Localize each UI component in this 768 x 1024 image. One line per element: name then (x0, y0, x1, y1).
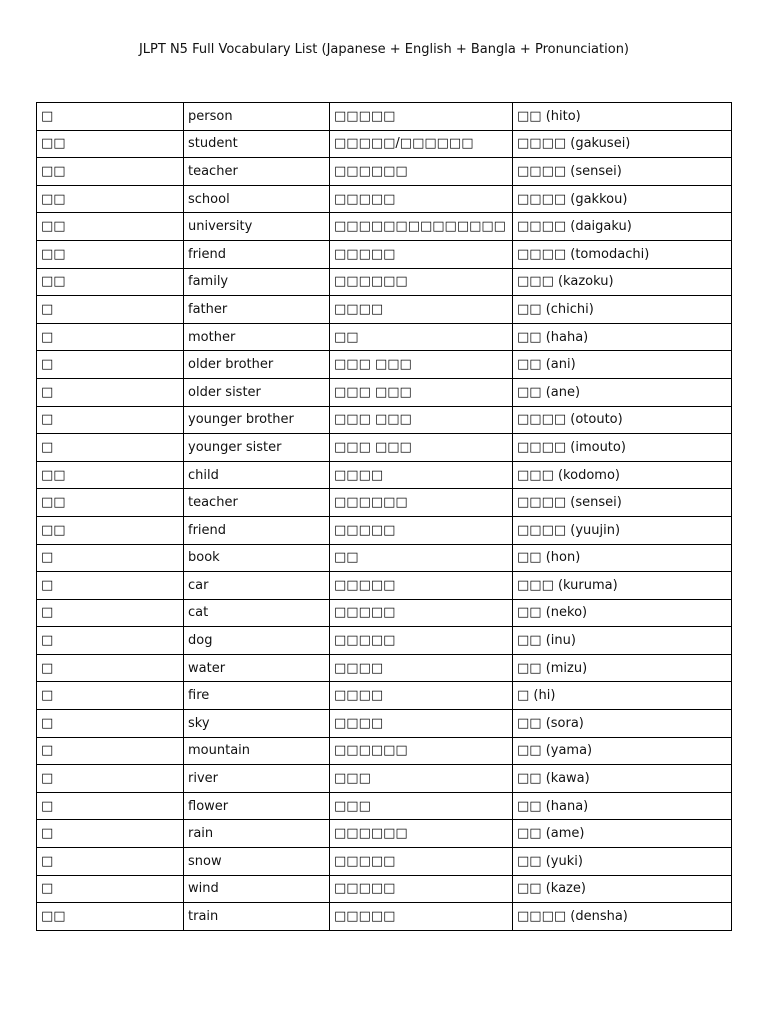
japanese-cell: □□ (37, 213, 184, 241)
english-cell: teacher (184, 158, 330, 186)
table-row (37, 903, 732, 931)
pronunciation-cell: □□□□ (daigaku) (513, 213, 732, 241)
bangla-cell: □□□□ (330, 710, 513, 738)
bangla-cell: □□□□□□□□□□□□□□ (330, 213, 513, 241)
table-row (37, 682, 732, 710)
japanese-cell: □ (37, 710, 184, 738)
table-row (37, 737, 732, 765)
english-cell: water (184, 654, 330, 682)
pronunciation-cell: □□□□ (gakkou) (513, 185, 732, 213)
english-cell: mother (184, 323, 330, 351)
bangla-cell: □□□□□□ (330, 158, 513, 186)
japanese-cell: □ (37, 434, 184, 462)
english-cell: friend (184, 240, 330, 268)
english-cell: car (184, 572, 330, 600)
bangla-cell: □□□ □□□ (330, 406, 513, 434)
english-cell: older brother (184, 351, 330, 379)
bangla-cell: □□□□□ (330, 240, 513, 268)
bangla-cell: □□□□ (330, 296, 513, 324)
english-cell: sky (184, 710, 330, 738)
japanese-cell: □□ (37, 489, 184, 517)
japanese-cell: □□ (37, 130, 184, 158)
table-row (37, 434, 732, 462)
page-title: JLPT N5 Full Vocabulary List (Japanese + English + Bangla + Pronunciation) (138, 42, 630, 57)
pronunciation-cell: □□□ (kazoku) (513, 268, 732, 296)
english-cell: school (184, 185, 330, 213)
table-row (37, 765, 732, 793)
english-cell: dog (184, 627, 330, 655)
table-row (37, 103, 732, 131)
bangla-cell: □□□ □□□ (330, 434, 513, 462)
japanese-cell: □□ (37, 903, 184, 931)
english-cell: rain (184, 820, 330, 848)
japanese-cell: □ (37, 765, 184, 793)
japanese-cell: □ (37, 654, 184, 682)
pronunciation-cell: □□ (haha) (513, 323, 732, 351)
japanese-cell: □□ (37, 158, 184, 186)
pronunciation-cell: □□ (sora) (513, 710, 732, 738)
table-row (37, 158, 732, 186)
table-row (37, 185, 732, 213)
bangla-cell: □□□ □□□ (330, 351, 513, 379)
japanese-cell: □□ (37, 516, 184, 544)
bangla-cell: □□□□□ (330, 572, 513, 600)
bangla-cell: □□□ □□□ (330, 378, 513, 406)
japanese-cell: □ (37, 296, 184, 324)
japanese-cell: □ (37, 599, 184, 627)
bangla-cell: □□□□□ (330, 516, 513, 544)
bangla-cell: □□□ (330, 792, 513, 820)
pronunciation-cell: □□□□ (imouto) (513, 434, 732, 462)
table-row (37, 351, 732, 379)
english-cell: student (184, 130, 330, 158)
table-row (37, 654, 732, 682)
table-row (37, 710, 732, 738)
english-cell: river (184, 765, 330, 793)
bangla-cell: □□□□□ (330, 185, 513, 213)
bangla-cell: □□ (330, 544, 513, 572)
japanese-cell: □ (37, 544, 184, 572)
vocabulary-table-body (37, 103, 732, 931)
table-row (37, 296, 732, 324)
english-cell: flower (184, 792, 330, 820)
japanese-cell: □ (37, 820, 184, 848)
japanese-cell: □□ (37, 185, 184, 213)
japanese-cell: □ (37, 103, 184, 131)
pronunciation-cell: □□□□ (densha) (513, 903, 732, 931)
english-cell: friend (184, 516, 330, 544)
pronunciation-cell: □□ (ame) (513, 820, 732, 848)
bangla-cell: □□□□□□ (330, 820, 513, 848)
english-cell: fire (184, 682, 330, 710)
table-row (37, 461, 732, 489)
table-row (37, 875, 732, 903)
pronunciation-cell: □□ (ane) (513, 378, 732, 406)
table-row (37, 627, 732, 655)
japanese-cell: □ (37, 572, 184, 600)
bangla-cell: □□ (330, 323, 513, 351)
japanese-cell: □ (37, 792, 184, 820)
table-row (37, 544, 732, 572)
english-cell: older sister (184, 378, 330, 406)
bangla-cell: □□□□□□ (330, 268, 513, 296)
english-cell: child (184, 461, 330, 489)
table-row (37, 792, 732, 820)
english-cell: university (184, 213, 330, 241)
pronunciation-cell: □□□□ (sensei) (513, 489, 732, 517)
japanese-cell: □ (37, 848, 184, 876)
english-cell: book (184, 544, 330, 572)
pronunciation-cell: □□□□ (sensei) (513, 158, 732, 186)
bangla-cell: □□□□□ (330, 848, 513, 876)
pronunciation-cell: □□□□ (otouto) (513, 406, 732, 434)
table-row (37, 130, 732, 158)
pronunciation-cell: □□ (kaze) (513, 875, 732, 903)
table-row (37, 599, 732, 627)
english-cell: person (184, 103, 330, 131)
table-row (37, 489, 732, 517)
table-row (37, 572, 732, 600)
japanese-cell: □ (37, 351, 184, 379)
bangla-cell: □□□□□ (330, 627, 513, 655)
pronunciation-cell: □□ (kawa) (513, 765, 732, 793)
pronunciation-cell: □□ (inu) (513, 627, 732, 655)
japanese-cell: □□ (37, 240, 184, 268)
bangla-cell: □□□□ (330, 682, 513, 710)
bangla-cell: □□□□ (330, 461, 513, 489)
english-cell: family (184, 268, 330, 296)
japanese-cell: □ (37, 875, 184, 903)
english-cell: teacher (184, 489, 330, 517)
japanese-cell: □ (37, 323, 184, 351)
japanese-cell: □ (37, 737, 184, 765)
japanese-cell: □ (37, 406, 184, 434)
pronunciation-cell: □□ (ani) (513, 351, 732, 379)
japanese-cell: □ (37, 627, 184, 655)
pronunciation-cell: □□□ (kodomo) (513, 461, 732, 489)
pronunciation-cell: □□ (yama) (513, 737, 732, 765)
pronunciation-cell: □□ (hon) (513, 544, 732, 572)
pronunciation-cell: □□ (mizu) (513, 654, 732, 682)
english-cell: cat (184, 599, 330, 627)
english-cell: mountain (184, 737, 330, 765)
bangla-cell: □□□□□ (330, 599, 513, 627)
english-cell: train (184, 903, 330, 931)
pronunciation-cell: □□ (yuki) (513, 848, 732, 876)
english-cell: wind (184, 875, 330, 903)
bangla-cell: □□□ (330, 765, 513, 793)
pronunciation-cell: □□□□ (gakusei) (513, 130, 732, 158)
table-row (37, 378, 732, 406)
table-row (37, 820, 732, 848)
pronunciation-cell: □□ (chichi) (513, 296, 732, 324)
pronunciation-cell: □□ (neko) (513, 599, 732, 627)
table-row (37, 848, 732, 876)
bangla-cell: □□□□ (330, 654, 513, 682)
table-row (37, 516, 732, 544)
table-row (37, 406, 732, 434)
english-cell: father (184, 296, 330, 324)
table-row (37, 323, 732, 351)
table-row (37, 213, 732, 241)
japanese-cell: □□ (37, 268, 184, 296)
japanese-cell: □ (37, 378, 184, 406)
bangla-cell: □□□□□/□□□□□□ (330, 130, 513, 158)
table-row (37, 240, 732, 268)
bangla-cell: □□□□□ (330, 903, 513, 931)
bangla-cell: □□□□□ (330, 103, 513, 131)
japanese-cell: □ (37, 682, 184, 710)
table-row (37, 268, 732, 296)
pronunciation-cell: □□ (hito) (513, 103, 732, 131)
japanese-cell: □□ (37, 461, 184, 489)
bangla-cell: □□□□□ (330, 875, 513, 903)
pronunciation-cell: □□□ (kuruma) (513, 572, 732, 600)
bangla-cell: □□□□□□ (330, 737, 513, 765)
english-cell: younger sister (184, 434, 330, 462)
bangla-cell: □□□□□□ (330, 489, 513, 517)
english-cell: younger brother (184, 406, 330, 434)
pronunciation-cell: □ (hi) (513, 682, 732, 710)
english-cell: snow (184, 848, 330, 876)
pronunciation-cell: □□ (hana) (513, 792, 732, 820)
pronunciation-cell: □□□□ (tomodachi) (513, 240, 732, 268)
vocabulary-table (36, 102, 732, 931)
pronunciation-cell: □□□□ (yuujin) (513, 516, 732, 544)
